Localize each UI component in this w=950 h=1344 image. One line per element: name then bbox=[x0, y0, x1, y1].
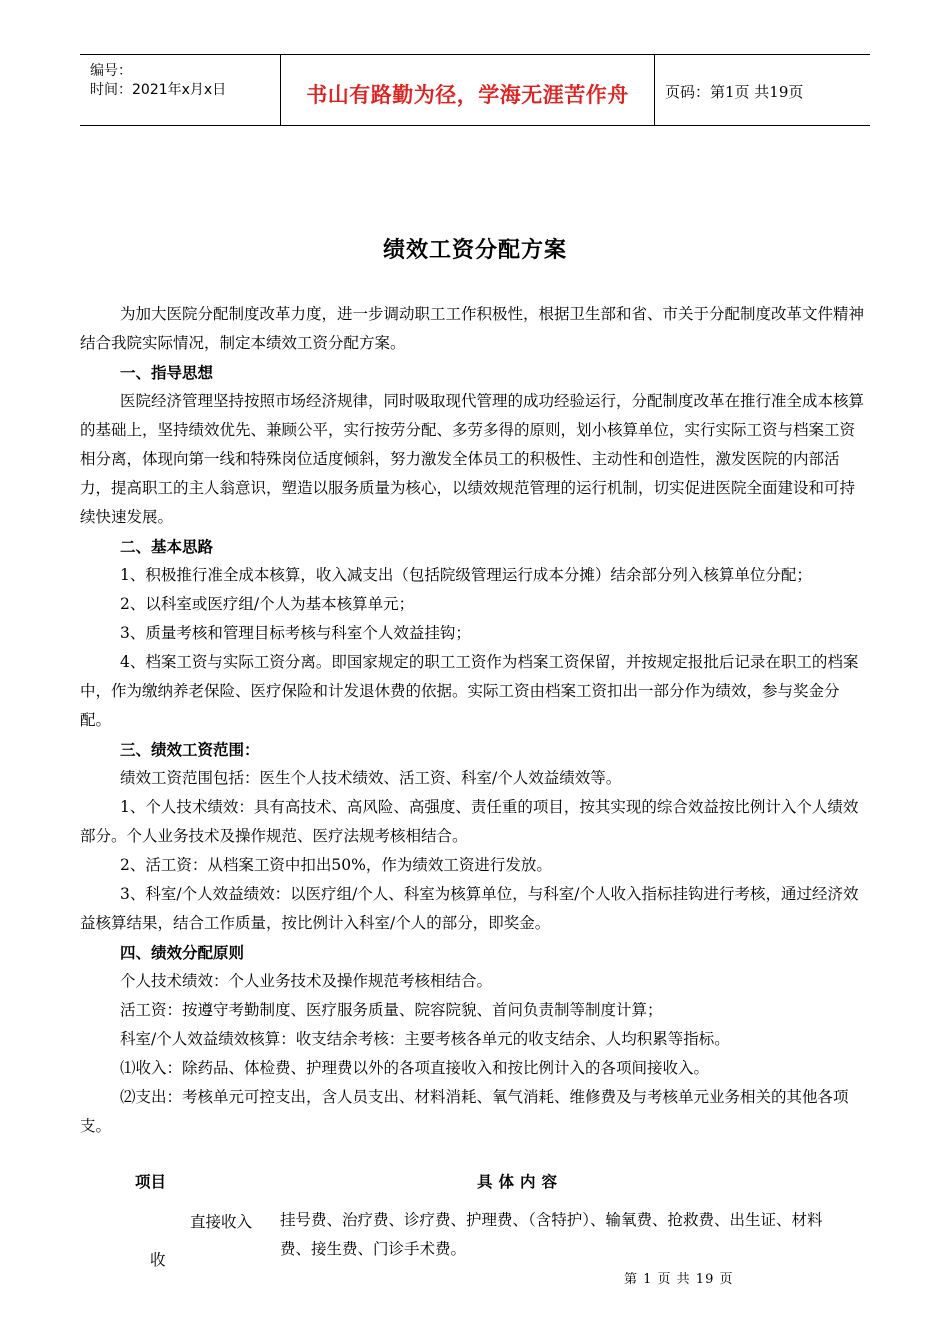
list-item: 1、个人技术绩效：具有高技术、高风险、高强度、责任重的项目，按其实现的综合效益按比例计入个人绩效部分。个人业务技术及操作规范、医疗法规考核相结合。 bbox=[80, 798, 859, 845]
section-heading: 一、指导思想 bbox=[120, 363, 214, 382]
table-header-item: 项目 bbox=[135, 1172, 167, 1191]
section-heading: 二、基本思路 bbox=[120, 537, 214, 556]
list-item: 1、积极推行准全成本核算，收入减支出（包括院级管理运行成本分摊）结余部分列入核算单位分配； bbox=[120, 566, 812, 584]
document-number-label: 编号： bbox=[90, 63, 132, 79]
section-heading: 三、绩效工资范围： bbox=[120, 740, 260, 759]
list-item: 4、档案工资与实际工资分离。即国家规定的职工工资作为档案工资保留，并按规定报批后记录在职工的档案中，作为缴纳养老保险、医疗保险和计发退休费的依据。实际工资由档案工资扣出一部分作为绩效，参与奖金分配。 bbox=[80, 653, 859, 729]
body-paragraph: 个人技术绩效：个人业务技术及操作规范考核相结合。 bbox=[120, 972, 493, 990]
document-date-label: 时间：2021年x月x日 bbox=[90, 82, 227, 98]
list-item: ⑴收入：除药品、体检费、护理费以外的各项直接收入和按比例计入的各项间接收入。 bbox=[120, 1059, 710, 1077]
table-subcategory-cell: 直接收入 bbox=[190, 1213, 253, 1231]
page-footer: 第 1 页 共 19 页 bbox=[624, 1272, 734, 1287]
body-paragraph: 科室/个人效益绩效核算：收支结余考核：主要考核各单元的收支结余、人均积累等指标。 bbox=[120, 1030, 730, 1048]
intro-paragraph: 为加大医院分配制度改革力度，进一步调动职工工作积极性，根据卫生部和省、市关于分配制度改革文件精神结合我院实际情况，制定本绩效工资分配方案。 bbox=[80, 305, 865, 352]
document-title: 绩效工资分配方案 bbox=[382, 237, 567, 263]
list-item: 2、活工资：从档案工资中扣出50%，作为绩效工资进行发放。 bbox=[120, 856, 552, 874]
section-heading: 四、绩效分配原则 bbox=[120, 943, 245, 962]
list-item: ⑵支出：考核单元可控支出，含人员支出、材料消耗、氧气消耗、维修费及与考核单元业务相关的其他各项支。 bbox=[80, 1088, 849, 1135]
body-paragraph: 绩效工资范围包括：医生个人技术绩效、活工资、科室/个人效益绩效等。 bbox=[120, 769, 622, 787]
list-item: 3、科室/个人效益绩效：以医疗组/个人、科室为核算单位，与科室/个人收入指标挂钩进行考核，通过经济效益核算结果，结合工作质量，按比例计入科室/个人的部分，即奖金。 bbox=[80, 885, 859, 932]
document-header bbox=[80, 54, 870, 126]
table-content-cell: 挂号费、治疗费、诊疗费、护理费、（含特护）、输氧费、抢救费、出生证、材料费、接生费、门诊手术费。 bbox=[280, 1211, 823, 1258]
body-paragraph: 活工资：按遵守考勤制度、医疗服务质量、院容院貌、首问负责制等制度计算； bbox=[120, 1001, 663, 1019]
header-motto-cell bbox=[281, 55, 655, 125]
header-page-info: 页码：第1页 共19页 bbox=[665, 83, 804, 101]
table-category-cell: 收 bbox=[150, 1251, 166, 1269]
header-meta-cell bbox=[80, 55, 281, 125]
table-header-content: 具体内容 bbox=[477, 1172, 564, 1191]
document-body bbox=[80, 300, 870, 1141]
list-item: 2、以科室或医疗组/个人为基本核算单元； bbox=[120, 595, 415, 613]
body-paragraph: 医院经济管理坚持按照市场经济规律，同时吸取现代管理的成功经验运行，分配制度改革在推行准全成本核算的基础上，坚持绩效优先、兼顾公平，实行按劳分配、多劳多得的原则，划小核算单位，实行实际工资与档案工资相分离，体现向第一线和特殊岗位适度倾斜，努力激发全体员工的积极性、主动性和创造性，激发医院的内部活力，提高职工的主人翁意识，塑造以服务质量为核心，以绩效规范管理的运行机制，切实促进医院全面建设和可持续快速发展。 bbox=[80, 392, 865, 526]
header-motto: 书山有路勤为径，学海无涯苦作舟 bbox=[306, 82, 629, 107]
list-item: 3、质量考核和管理目标考核与科室个人效益挂钩； bbox=[120, 624, 471, 642]
header-page-cell bbox=[655, 55, 870, 125]
